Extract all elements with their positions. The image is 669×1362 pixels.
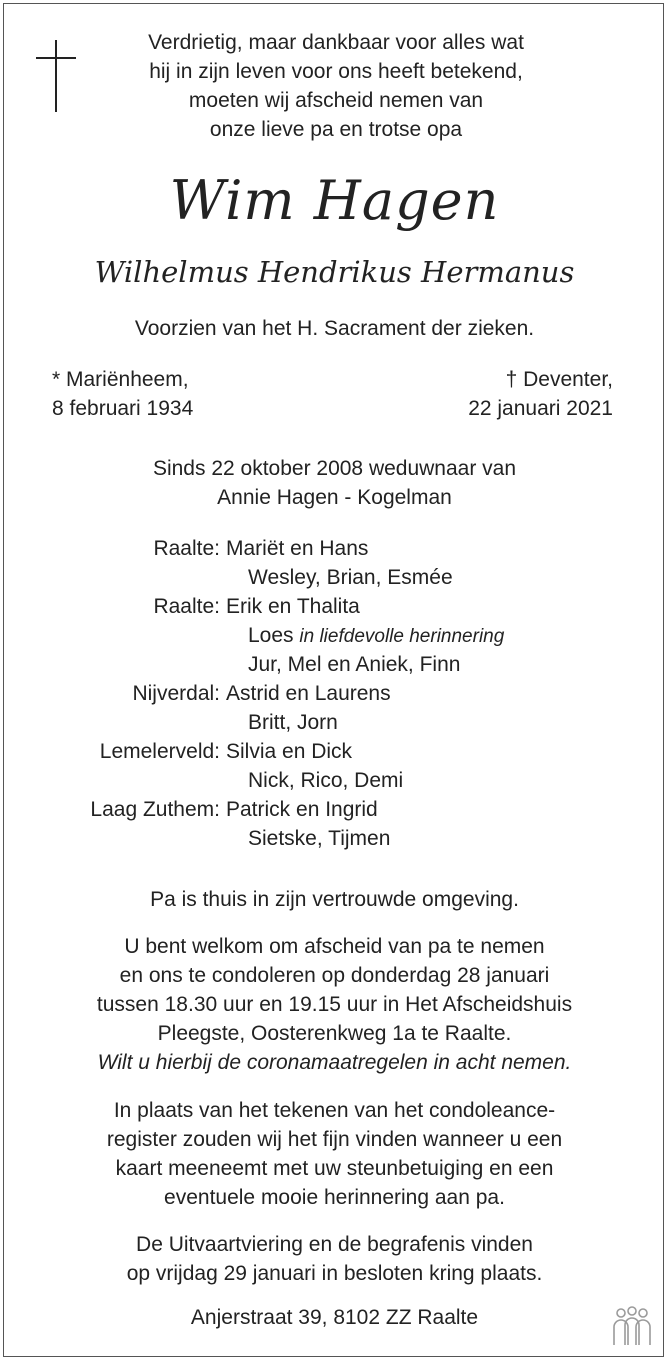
family-row: Nick, Rico, Demi: [248, 769, 404, 792]
family-row: Britt, Jorn: [248, 711, 338, 734]
birth-info: [52, 365, 193, 423]
memorial-note: in liefdevolle herinnering: [299, 626, 505, 647]
family-list: [0, 534, 669, 853]
death-place: † Deventer,: [505, 368, 613, 391]
death-info: [468, 365, 613, 423]
family-row: Laag Zuthem: Patrick en Ingrid: [90, 798, 378, 821]
family-row: Sietske, Tijmen: [248, 827, 391, 850]
people-logo-icon: [608, 1305, 656, 1347]
family-row: Loes in liefdevolle herinnering: [248, 624, 505, 647]
corona-note: Wilt u hierbij de coronamaatregelen in acht nemen.: [97, 1051, 572, 1074]
family-row: Jur, Mel en Aniek, Finn: [248, 653, 461, 676]
family-row: Raalte: Erik en Thalita: [153, 595, 360, 618]
register-text: In plaats van het tekenen van het condoleance- register zouden wij het fijn vinden wanneer u een kaart meeneemt met uw steunbetuiging en een eventuele mooie herinnering aan pa.: [106, 1099, 563, 1209]
family-row: Wesley, Brian, Esmée: [248, 566, 453, 589]
visitation-text: U bent welkom om afscheid van pa te nemen en ons te condoleren op donderdag 28 januari tussen 18.30 uur en 19.15 uur in Het Afscheidshuis Pleegste, Oosterenkweg 1a te Raalte. Wilt u hierbij de coronamaatregelen in acht nemen.: [0, 932, 669, 1077]
address-line: Anjerstraat 39, 8102 ZZ Raalte: [190, 1306, 479, 1329]
intro-text: Verdrietig, maar dankbaar voor alles wat hij in zijn leven voor ons heeft betekend, moeten wij afscheid nemen van onze lieve pa en trotse opa: [148, 31, 524, 141]
death-date: 22 januari 2021: [468, 397, 613, 420]
family-row: Raalte: Mariët en Hans: [153, 537, 369, 560]
family-row: Lemelerveld: Silvia en Dick: [99, 740, 353, 763]
birth-place: * Mariënheem,: [52, 368, 189, 391]
widower-text: Sinds 22 oktober 2008 weduwnaar van Annie Hagen - Kogelman: [152, 457, 517, 509]
sacrament-line: Voorzien van het H. Sacrament der zieken.: [134, 317, 535, 340]
birth-date: 8 februari 1934: [52, 397, 194, 420]
deceased-name: Wim Hagen: [169, 169, 500, 232]
home-line: Pa is thuis in zijn vertrouwde omgeving.: [150, 888, 519, 911]
deceased-full-name: Wilhelmus Hendrikus Hermanus: [94, 255, 575, 289]
family-row: Nijverdal: Astrid en Laurens: [132, 682, 391, 705]
funeral-text: De Uitvaartviering en de begrafenis vinden op vrijdag 29 januari in besloten kring plaats.: [126, 1233, 543, 1285]
